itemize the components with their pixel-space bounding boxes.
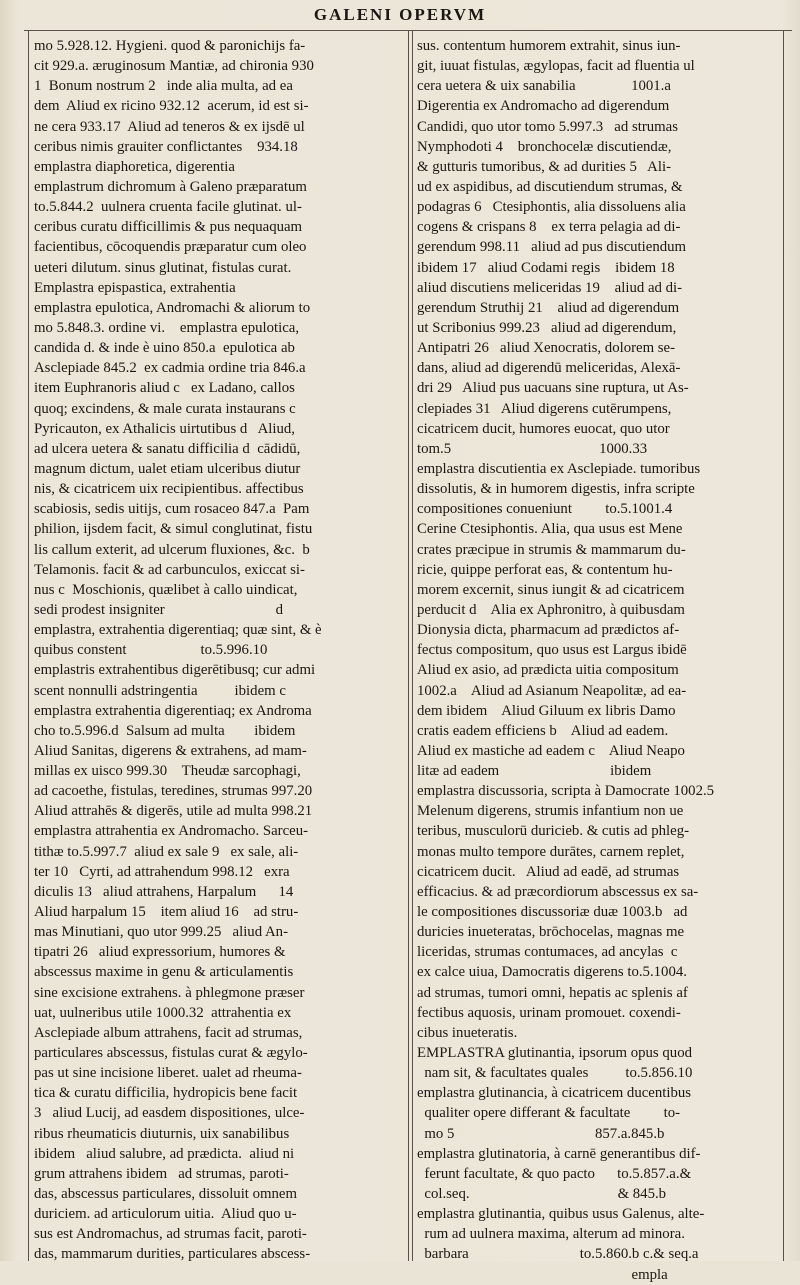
right-column-line: crates præcipue in strumis & mammarum du- xyxy=(417,541,686,558)
right-column-line: ibidem 17 aliud Codami regis ibidem 18 xyxy=(417,259,675,276)
left-column-line: item Euphranoris aliud c ex Ladano, callos xyxy=(34,380,295,397)
right-column-line: EMPLASTRA glutinantia, ipsorum opus quod xyxy=(417,1045,692,1062)
left-column-line: Asclepiade album attrahens, facit ad strumas, xyxy=(34,1024,303,1041)
left-column-line: tica & curatu difficilia, hydropicis bene facit xyxy=(34,1085,298,1102)
left-column-line: ueteri dilutum. sinus glutinat, fistulas curat. xyxy=(34,259,292,276)
left-column-line: ad cacoethe, fistulas, teredines, strumas 997.20 xyxy=(34,783,313,800)
left-column-line: quibus constent to.5.996.10 xyxy=(34,642,268,659)
right-column-line: cicatricem ducit, humores euocat, quo utor xyxy=(417,420,670,437)
right-column-line: nam sit, & facultates quales to.5.856.10 xyxy=(417,1065,693,1082)
right-column-line: sus. contentum humorem extrahit, sinus iun- xyxy=(417,38,681,54)
left-column-line: ne cera 933.17 Aliud ad teneros & ex ijsdē ul xyxy=(34,118,305,135)
left-column-line: Asclepiade 845.2 ex cadmia ordine tria 846.a xyxy=(34,360,306,377)
right-column-line: cratis eadem efficiens b Aliud ad eadem. xyxy=(417,722,669,739)
right-column-line: clepiades 31 Aliud digerens cutērumpens, xyxy=(417,400,672,417)
right-column-line: fectibus aquosis, urinam promouet. coxendi- xyxy=(417,1004,681,1021)
left-column-line: sine excisione extrahens. à phlegmone præser xyxy=(34,984,305,1001)
right-column-line: ricie, quippe perforat eas, & contentum hu- xyxy=(417,561,673,578)
left-column-line: ter 10 Cyrti, ad attrahendum 998.12 exra xyxy=(34,863,290,880)
left-column-line: emplastra, extrahentia digerentiaq; quæ sint, & è xyxy=(34,622,322,639)
left-column-line: Pyricauton, ex Athalicis uirtutibus d Aliud, xyxy=(34,420,295,437)
right-column-line: efficacius. & ad præcordiorum abscessus ex sa- xyxy=(417,883,699,900)
right-column-line: teribus, musculorū duricieb. & cutis ad phleg- xyxy=(417,823,690,840)
left-margin-rule xyxy=(28,30,29,1261)
left-column-line: emplastra attrahentia ex Andromacho. Sarceu- xyxy=(34,823,309,840)
left-column-line: philion, ijsdem facit, & simul conglutinat, fistu xyxy=(34,521,313,538)
left-column-line: 1 Bonum nostrum 2 inde alia multa, ad ea xyxy=(34,78,293,95)
left-column-line: cit 929.a. æruginosum Mantiæ, ad chironia 930 xyxy=(34,58,314,75)
left-column-line: facientibus, cōcoquendis præparatur cum oleo xyxy=(34,239,307,256)
left-column-line: mo 5.848.3. ordine vi. emplastra epulotica, xyxy=(34,319,300,336)
right-column-line: emplastra glutinancia, à cicatricem ducentibus xyxy=(417,1085,692,1102)
left-column-line: ad ulcera uetera & sanatu difficilia d cādidū, xyxy=(34,440,301,457)
right-column-line: fectus compositum, quo usus est Largus ibidē xyxy=(417,642,687,659)
right-column-line: Candidi, quo utor tomo 5.997.3 ad strumas xyxy=(417,118,678,135)
left-column-line: cho to.5.996.d Salsum ad multa ibidem xyxy=(34,722,296,739)
left-column-line: Aliud Sanitas, digerens & extrahens, ad mam- xyxy=(34,742,307,759)
running-head: GALENI OPERVM xyxy=(313,5,487,24)
right-column-line: emplastra discussoria, scripta à Damocrate 1002.5 xyxy=(417,783,715,800)
left-column-line: emplastrum dichromum à Galeno præparatum xyxy=(34,178,307,195)
right-column-line: ut Scribonius 999.23 aliud ad digerendum, xyxy=(417,319,677,336)
left-column-line: scent nonnulli adstringentia ibidem c xyxy=(34,682,286,699)
left-column-line: 3 aliud Lucij, ad easdem dispositiones, ulce- xyxy=(34,1105,305,1122)
right-column-line: perducit d Alia ex Aphronitro, à quibusdam xyxy=(417,601,685,618)
right-column xyxy=(417,36,781,1283)
left-column-line: quoq; excindens, & male curata instaurans c xyxy=(34,400,296,417)
right-column-line: emplastra discutientia ex Asclepiade. tumoribus xyxy=(417,460,701,477)
left-column-line: ceribus nimis grauiter conflictantes 934.18 xyxy=(34,138,298,155)
right-column-line: le compositiones discussoriæ duæ 1003.b ad xyxy=(417,904,688,921)
left-column-line: sedi prodest insigniter d xyxy=(34,601,284,618)
column-divider-rule-inner xyxy=(412,30,413,1261)
left-column-line: Aliud attrahēs & digerēs, utile ad multa 998.21 xyxy=(34,803,313,820)
right-column-line: Dionysia dicta, pharmacum ad prædictos af- xyxy=(417,622,680,639)
left-column-line: ceribus curatu difficillimis & pus nequaquam xyxy=(34,219,303,236)
right-column-line: duricies inueteratas, brōchocelas, magnas me xyxy=(417,924,685,941)
left-column-line: to.5.844.2 uulnera cruenta facile glutinat. ul- xyxy=(34,199,302,216)
left-column-line: lis callum exterit, ad ulcerum fluxiones, &c. b xyxy=(34,541,310,558)
left-column-line: particulares abscessus, fistulas curat & ægylo- xyxy=(34,1045,308,1062)
right-column-line: monas multo tempore durātes, carnem replet, xyxy=(417,843,685,860)
right-column-line: morem excernit, sinus iungit & ad cicatricem xyxy=(417,581,685,598)
right-column-line: qualiter opere differant & facultate to- xyxy=(417,1105,681,1122)
left-column-line: tipatri 26 aliud expressorium, humores & xyxy=(34,944,286,961)
left-column-line: emplastra diaphoretica, digerentia xyxy=(34,158,235,175)
right-column-line: emplastra glutinatoria, à carnē generantibus dif- xyxy=(417,1145,701,1162)
left-column-line: Aliud harpalum 15 item aliud 16 ad stru- xyxy=(34,904,299,921)
right-column-line: dri 29 Aliud pus uacuans sine ruptura, ut As- xyxy=(417,380,689,397)
left-column-line: abscessus maxime in genu & articulamentis xyxy=(34,964,294,981)
right-column-line: col.seq. & 845.b xyxy=(417,1186,667,1203)
right-column-line: Digerentia ex Andromacho ad digerendum xyxy=(417,98,670,115)
left-column-line: emplastra epulotica, Andromachi & aliorum to xyxy=(34,299,311,316)
right-column-line: aliud discutiens meliceridas 19 aliud ad di- xyxy=(417,279,683,296)
right-column-line: Cerine Ctesiphontis. Alia, qua usus est Mene xyxy=(417,521,683,538)
right-column-line: ferunt facultate, & quo pacto to.5.857.a.& xyxy=(417,1165,692,1182)
right-column-line: cera uetera & uix sanabilia 1001.a xyxy=(417,78,671,95)
left-column-line: das, mammarum durities, particulares abscess- xyxy=(34,1246,311,1263)
left-column-line: pas ut sine incisione liberet. ualet ad rheuma- xyxy=(34,1065,302,1082)
right-column-line: Aliud ex mastiche ad eadem c Aliud Neapo xyxy=(417,742,685,759)
right-column-line: barbara to.5.860.b c.& seq.a xyxy=(417,1246,699,1263)
left-column-line: ibidem aliud salubre, ad prædicta. aliud ni xyxy=(34,1145,295,1162)
right-column-line: dans, aliud ad digerendū meliceridas, Alexā- xyxy=(417,360,681,377)
right-column-line: ad strumas, tumori omni, hepatis ac splenis af xyxy=(417,984,688,1001)
left-column-line: mo 5.928.12. Hygieni. quod & paronichijs fa- xyxy=(34,38,306,54)
left-column-line: tithæ to.5.997.7 aliud ex sale 9 ex sale, ali- xyxy=(34,843,299,860)
right-column-line: gerendum 998.11 aliud ad pus discutiendum xyxy=(417,239,687,256)
right-column-line: dem ibidem Aliud Giluum ex libris Damo xyxy=(417,702,676,719)
right-column-line: compositiones conueniunt to.5.1001.4 xyxy=(417,501,673,518)
right-column-line: empla xyxy=(417,1266,668,1283)
right-column-line: Antipatri 26 aliud Xenocratis, dolorem se- xyxy=(417,340,676,357)
left-column-line: emplastra extrahentia digerentiaq; ex Androma xyxy=(34,702,312,719)
left-column-line: Emplastra epispastica, extrahentia xyxy=(34,279,236,296)
left-column-line: nus c Moschionis, quælibet à callo uindicat, xyxy=(34,581,298,598)
left-column-line: nis, & cicatricem uix recipientibus. affectibus xyxy=(34,481,304,498)
left-column-line: emplastris extrahentibus digerētibusq; cur admi xyxy=(34,662,316,679)
left-column-line: scabiosis, sedis uitijs, cum rosaceo 847.a Pam xyxy=(34,501,310,518)
right-column-line: git, iuuat fistulas, ægylopas, facit ad fluentia ul xyxy=(417,58,695,75)
right-column-line: ex calce uiua, Damocratis digerens to.5.1004. xyxy=(417,964,687,981)
right-column-line: mo 5 857.a.845.b xyxy=(417,1125,665,1142)
right-column-line: Melenum digerens, strumis infantium non ue xyxy=(417,803,684,820)
right-column-line: tom.5 1000.33 xyxy=(417,440,648,457)
right-column-line: ud ex aspidibus, ad discutiendum strumas, & xyxy=(417,178,683,195)
right-column-line: podagras 6 Ctesiphontis, alia dissoluens alia xyxy=(417,199,686,216)
left-column-line: ribus rheumaticis diuturnis, uix sanabilibus xyxy=(34,1125,290,1142)
left-column-line: candida d. & inde è uino 850.a epulotica ab xyxy=(34,340,295,357)
right-column-line: rum ad uulnera maxima, alterum ad minora. xyxy=(417,1226,685,1243)
left-column-line: magnum dictum, ualet etiam ulceribus diutur xyxy=(34,460,301,477)
right-column-line: liceridas, strumas contumaces, ad ancylas c xyxy=(417,944,678,961)
left-column-line: grum attrahens ibidem ad strumas, paroti- xyxy=(34,1165,289,1182)
column-divider-rule xyxy=(408,30,409,1261)
right-column-line: cicatricem ducit. Aliud ad eadē, ad strumas xyxy=(417,863,680,880)
left-column-line: sus est Andromachus, ad strumas facit, paroti- xyxy=(34,1226,307,1243)
right-column-line: Nymphodoti 4 bronchocelæ discutiendæ, xyxy=(417,138,672,155)
right-column-line: emplastra glutinantia, quibus usus Galenus, alte- xyxy=(417,1206,705,1223)
right-column-line: cogens & crispans 8 ex terra pelagia ad di- xyxy=(417,219,681,236)
left-column-line: das, abscessus particulares, dissoluit omnem xyxy=(34,1186,298,1203)
left-column-line: Telamonis. facit & ad carbunculos, exiccat si- xyxy=(34,561,305,578)
right-column-line: cibus inueteratis. xyxy=(417,1024,518,1041)
left-column-line: millas ex uisco 999.30 Theudæ sarcophagi, xyxy=(34,763,301,780)
left-column-line: duriciem. ad articulorum uitia. Aliud quo u- xyxy=(34,1206,297,1223)
right-column-line: dissolutis, & in humorem digestis, infra scripte xyxy=(417,481,695,498)
right-column-line: litæ ad eadem ibidem xyxy=(417,763,652,780)
left-column-line: diculis 13 aliud attrahens, Harpalum 14 xyxy=(34,883,294,900)
right-column-line: & gutturis tumoribus, & ad durities 5 Ali- xyxy=(417,158,672,175)
right-column-line: 1002.a Aliud ad Asianum Neapolitæ, ad ea- xyxy=(417,682,687,699)
left-column-line: mas Minutiani, quo utor 999.25 aliud An- xyxy=(34,924,288,941)
right-column-line: gerendum Struthij 21 aliud ad digerendum xyxy=(417,299,680,316)
right-column-line: Aliud ex asio, ad prædicta uitia compositum xyxy=(417,662,679,679)
left-column-line: uat, uulneribus utile 1000.32 attrahentia ex xyxy=(34,1004,292,1021)
left-column xyxy=(34,36,406,1263)
left-column-line: dem Aliud ex ricino 932.12 acerum, id est si- xyxy=(34,98,309,115)
right-margin-rule xyxy=(783,30,784,1261)
